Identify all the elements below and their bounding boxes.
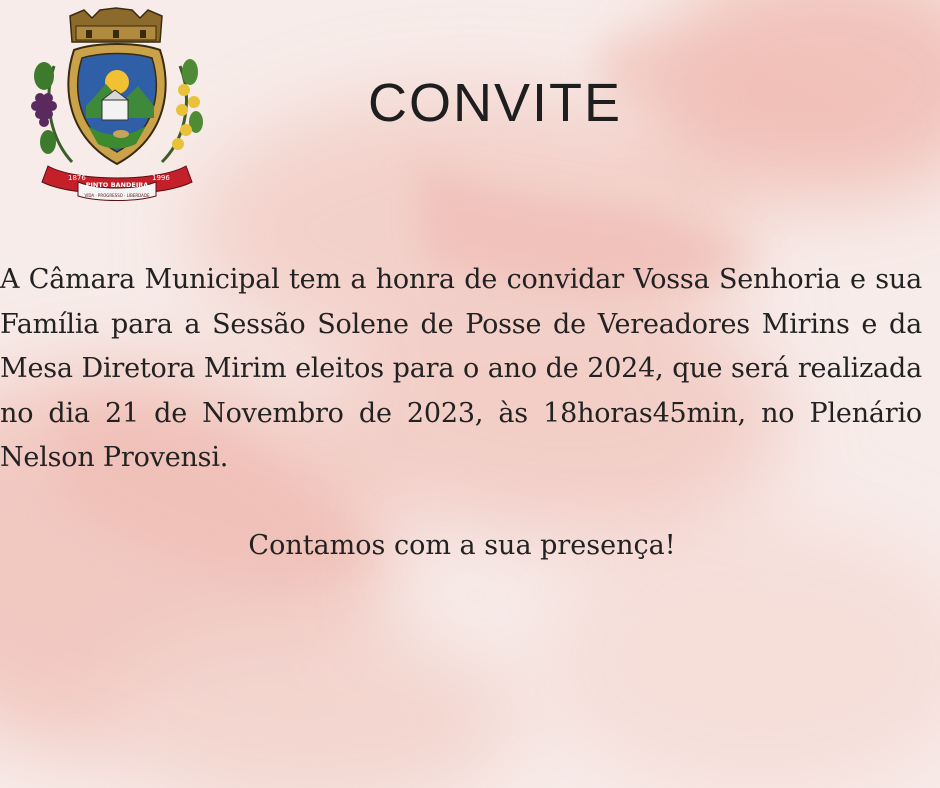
peach-branch-icon [162,59,203,162]
page-title: CONVITE [367,73,623,133]
shield-icon [68,44,165,164]
invitation-body: A Câmara Municipal tem a honra de convidar Vossa Senhoria e sua Família para a Sessão Solene de Posse de Vereadores Mirins e da Mesa Diretora Mirim eleitos para o ano de 2024, que será realizada no dia 21 de Novembro de 2023, às 18horas45min, no Plenário Nelson Provensi. [0,264,922,474]
crest-year-emancipated: 1996 [152,174,170,182]
grape-vine-icon [31,62,72,162]
ribbon-banner-icon [42,166,192,201]
closing-line: Contamos com a sua presença! [248,530,676,561]
mural-crown-icon [70,8,162,42]
crest-year-founded: 1876 [68,174,86,182]
crest-motto: VIDA · PROGRESSO · LIBERDADE [84,193,150,198]
crest-name: PINTO BANDEIRA [85,181,149,189]
municipal-coat-of-arms [26,6,208,202]
